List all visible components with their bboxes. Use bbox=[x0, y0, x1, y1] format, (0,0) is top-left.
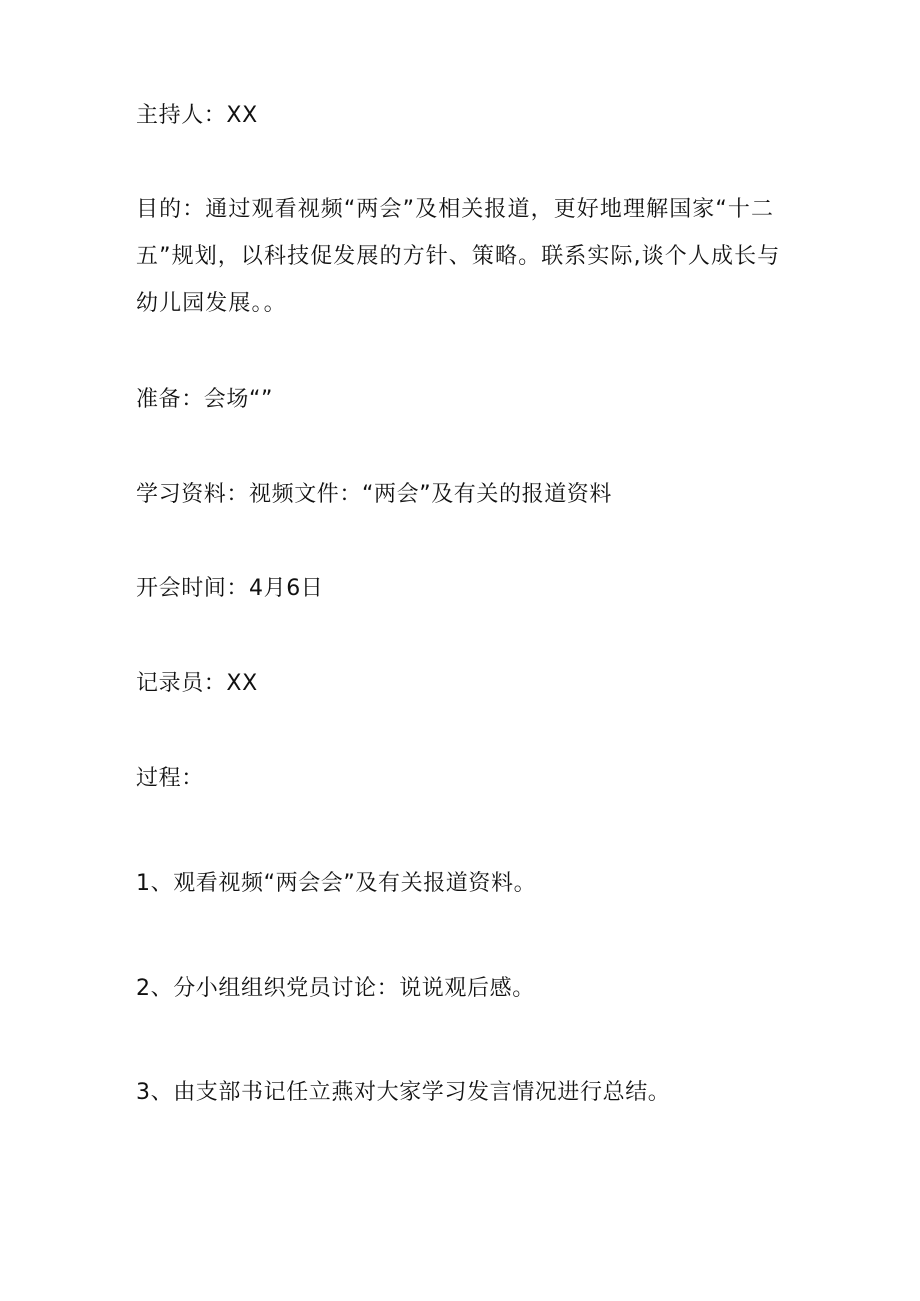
recorder-line: 记录员：XX bbox=[136, 671, 258, 696]
process-step-2: 2、分小组组织党员讨论：说说观后感。 bbox=[136, 976, 535, 1001]
purpose-paragraph: 目的：通过观看视频“两会”及相关报道，更好地理解国家“十二五”规划，以科技促发展的方针、策略。联系实际,谈个人成长与幼儿园发展。。 bbox=[136, 197, 781, 316]
process-heading: 过程： bbox=[136, 766, 204, 791]
process-step-3: 3、由支部书记任立燕对大家学习发言情况进行总结。 bbox=[136, 1080, 671, 1105]
meeting-time-line: 开会时间：4月6日 bbox=[136, 576, 324, 601]
host-line: 主持人：XX bbox=[136, 103, 258, 128]
materials-line: 学习资料：视频文件：“两会”及有关的报道资料 bbox=[136, 482, 612, 507]
process-step-1: 1、观看视频“两会会”及有关报道资料。 bbox=[136, 871, 537, 896]
preparation-line: 准备：会场“” bbox=[136, 387, 273, 412]
